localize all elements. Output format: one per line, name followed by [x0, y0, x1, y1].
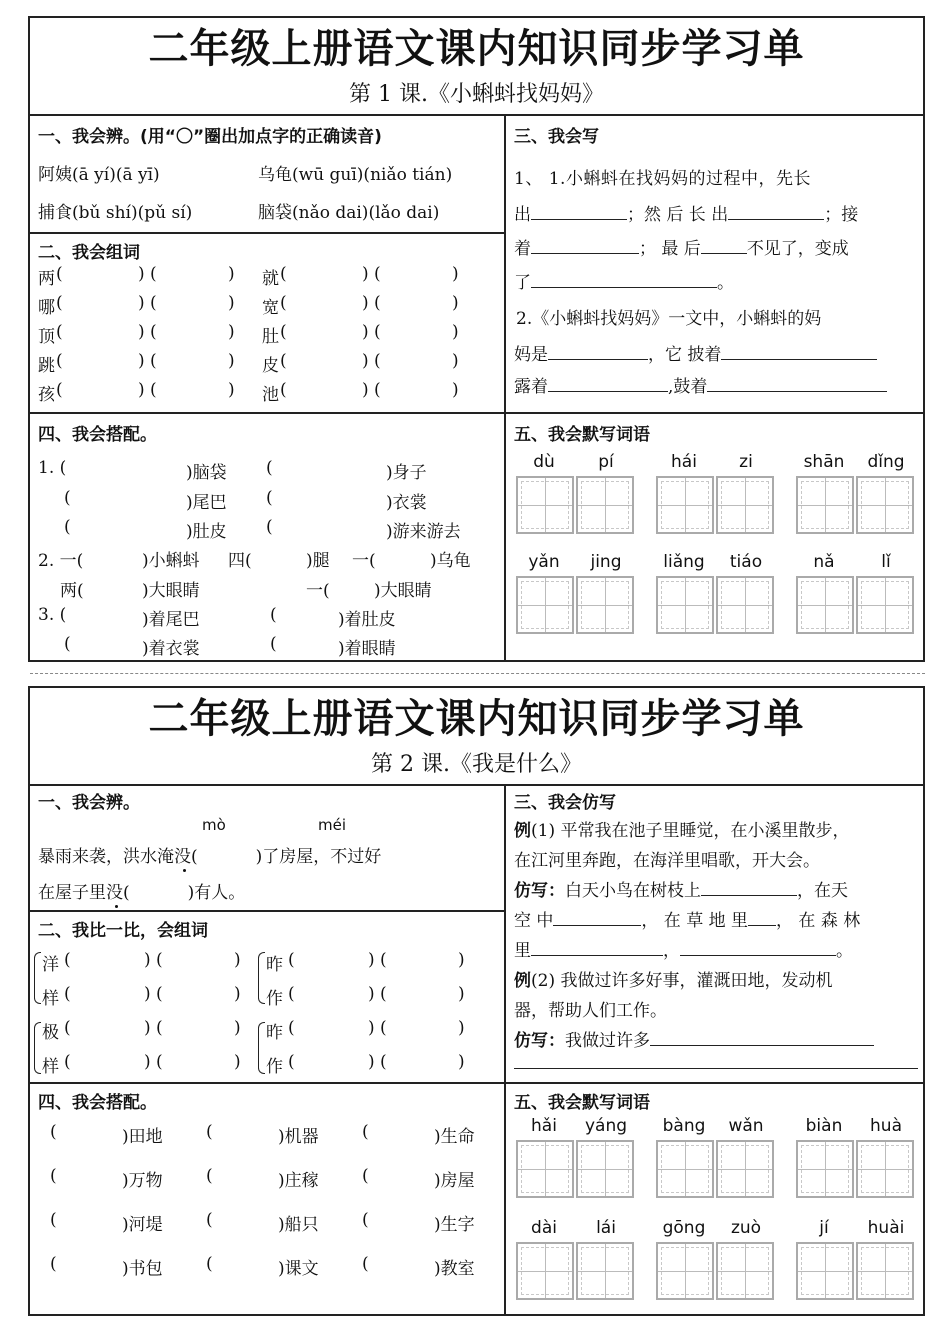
answer-bracket[interactable]: )	[228, 380, 235, 400]
section-matching: 四、我会搭配。 1. ( )脑袋 ( )身子 ( )尾巴 ( )衣裳 ( )肚皮 ( )游来游去 2. 一( )小蝌蚪 四( )腿 一( )乌龟 两( )大眼睛 一( )大眼睛 3. ( )着尾巴 ( )着肚皮 ( )着衣裳 ( )着眼睛	[38, 414, 504, 660]
answer-bracket[interactable]: (	[288, 984, 295, 1004]
answer-bracket[interactable]: (	[150, 293, 157, 313]
section-heading: 四、我会搭配。	[38, 425, 157, 445]
cut-line	[30, 673, 925, 674]
answer-bracket[interactable]: (	[56, 322, 63, 342]
writing-grid	[656, 476, 776, 534]
answer-bracket[interactable]: (	[280, 293, 287, 313]
pinyin: gōng	[662, 1218, 706, 1238]
answer-blank[interactable]	[680, 941, 836, 956]
answer-bracket[interactable]: (	[156, 1018, 163, 1038]
match-word: )田地	[122, 1127, 163, 1147]
answer-bracket[interactable]: )	[452, 264, 459, 284]
section-heading: 二、我会组词	[38, 243, 140, 263]
section-dictation	[506, 414, 921, 660]
pinyin: pí	[598, 452, 614, 472]
answer-bracket[interactable]: )	[138, 293, 145, 313]
answer-bracket[interactable]: (	[206, 1210, 213, 1230]
match-word: )庄稼	[278, 1171, 319, 1191]
answer-bracket[interactable]: )	[362, 293, 369, 313]
writing-grid	[656, 1242, 776, 1300]
writing-cell[interactable]	[796, 1242, 854, 1300]
page-title: 二年级上册语文课内知识同步学习单	[148, 26, 805, 72]
answer-blank[interactable]	[707, 377, 887, 392]
answer-bracket[interactable]: (	[288, 1052, 295, 1072]
answer-bracket[interactable]: )	[138, 322, 145, 342]
section-heading: 四、我会搭配。	[38, 1093, 157, 1113]
answer-bracket[interactable]: (	[362, 1254, 369, 1274]
question-text: 2.《小蝌蚪找妈妈》一文中，小蝌蚪的妈	[516, 309, 822, 329]
answer-bracket[interactable]: )	[452, 351, 459, 371]
writing-cell[interactable]	[716, 1140, 774, 1198]
answer-bracket[interactable]: (	[150, 264, 157, 284]
pinyin: jing	[590, 552, 622, 572]
answer-blank[interactable]	[548, 345, 648, 360]
answer-bracket[interactable]: (	[280, 264, 287, 284]
answer-bracket[interactable]: (	[380, 1052, 387, 1072]
word-char: 孩	[38, 385, 55, 405]
writing-grid	[516, 476, 636, 534]
answer-bracket[interactable]: (	[156, 984, 163, 1004]
writing-grid	[656, 1140, 776, 1198]
writing-cell[interactable]	[856, 476, 914, 534]
answer-bracket[interactable]: )	[228, 351, 235, 371]
answer-blank[interactable]	[728, 205, 824, 220]
section-heading: 三、我会仿写	[514, 793, 616, 813]
writing-grid	[796, 576, 916, 634]
writing-cell[interactable]	[856, 1242, 914, 1300]
answer-bracket[interactable]: )	[138, 380, 145, 400]
answer-blank[interactable]	[650, 1031, 874, 1046]
writing-cell[interactable]	[576, 576, 634, 634]
answer-bracket[interactable]: )	[452, 380, 459, 400]
word-char: 极	[42, 1023, 59, 1043]
answer-blank[interactable]	[548, 377, 668, 392]
pinyin: zuò	[730, 1218, 762, 1238]
writing-cell[interactable]	[576, 476, 634, 534]
match-word: )河堤	[122, 1215, 163, 1235]
answer-bracket[interactable]: (	[206, 1122, 213, 1142]
pinyin: yǎn	[528, 552, 560, 572]
word-char: 就	[262, 269, 279, 289]
pinyin: méi	[318, 816, 347, 834]
word-char: 昨	[266, 955, 283, 975]
word-char: 哪	[38, 298, 55, 318]
answer-bracket[interactable]: )	[458, 984, 465, 1004]
pinyin: liǎng	[663, 552, 705, 572]
answer-bracket[interactable]: (	[56, 351, 63, 371]
writing-cell[interactable]	[576, 1140, 634, 1198]
word-char: 两	[38, 269, 55, 289]
pinyin: yáng	[584, 1116, 628, 1136]
answer-bracket[interactable]: (	[288, 950, 295, 970]
pinyin: huài	[867, 1218, 905, 1238]
answer-blank[interactable]	[531, 273, 717, 288]
answer-bracket[interactable]: )	[458, 950, 465, 970]
fill-line: 仿写：白天小鸟在树枝上 ，在天	[514, 881, 848, 901]
worksheet-lesson-1	[28, 16, 925, 662]
worksheet-grid	[30, 784, 923, 1314]
sentence: 在屋子里没( )有人。	[38, 883, 246, 903]
writing-cell[interactable]	[656, 1242, 714, 1300]
answer-bracket[interactable]: (	[56, 293, 63, 313]
pinyin: lái	[596, 1218, 616, 1238]
writing-cell[interactable]	[516, 576, 574, 634]
answer-bracket[interactable]: (	[50, 1210, 57, 1230]
writing-grid	[796, 476, 916, 534]
answer-blank[interactable]	[531, 205, 627, 220]
pinyin: biàn	[805, 1116, 843, 1136]
choice-item[interactable]: 阿姨(ā yí)(ā yī)	[38, 165, 160, 185]
match-word: )生字	[434, 1215, 475, 1235]
section-heading: 一、我会辨。(用“〇”圈出加点字的正确读音)	[38, 127, 382, 147]
answer-bracket[interactable]: (	[50, 1254, 57, 1274]
section-writing	[514, 116, 919, 412]
answer-bracket[interactable]: )	[234, 950, 241, 970]
writing-cell[interactable]	[516, 1242, 574, 1300]
fill-line: 里 ， 。	[514, 941, 853, 961]
answer-blank[interactable]	[531, 941, 663, 956]
writing-grid	[516, 1242, 636, 1300]
writing-cell[interactable]	[656, 1140, 714, 1198]
fill-line: 仿写：我做过许多	[514, 1026, 874, 1051]
word-char: 昨	[266, 1023, 283, 1043]
pinyin: hái	[671, 452, 697, 472]
answer-bracket[interactable]: (	[288, 1018, 295, 1038]
answer-bracket[interactable]: (	[64, 984, 71, 1004]
match-word: )万物	[122, 1171, 163, 1191]
answer-bracket[interactable]: (	[150, 322, 157, 342]
answer-bracket[interactable]: )	[144, 1052, 151, 1072]
pinyin: dǐng	[867, 452, 905, 472]
answer-bracket[interactable]: (	[374, 380, 381, 400]
choice-item[interactable]: 捕食(bǔ shí)(pǔ sí)	[38, 203, 193, 223]
word-char: 洋	[42, 955, 59, 975]
word-char: 顶	[38, 327, 55, 347]
answer-bracket[interactable]: (	[56, 264, 63, 284]
answer-bracket[interactable]: (	[50, 1122, 57, 1142]
section-word-building	[38, 234, 504, 410]
answer-blank[interactable]	[721, 345, 877, 360]
lesson-title: 第 1 课.《小蝌蚪找妈妈》	[30, 78, 923, 116]
answer-bracket[interactable]: (	[280, 380, 287, 400]
answer-bracket[interactable]: )	[368, 950, 375, 970]
writing-grid	[796, 1140, 916, 1198]
writing-cell[interactable]	[796, 576, 854, 634]
writing-cell[interactable]	[856, 1140, 914, 1198]
question-text: 1、 1.小蝌蚪在找妈妈的过程中，先长	[514, 169, 811, 189]
pinyin: tiáo	[729, 552, 763, 572]
section-heading: 五、我会默写词语	[514, 425, 650, 445]
answer-bracket[interactable]: )	[368, 984, 375, 1004]
answer-bracket[interactable]: (	[50, 1166, 57, 1186]
answer-bracket[interactable]: )	[138, 264, 145, 284]
match-word: )生命	[434, 1127, 475, 1147]
example-text: 在江河里奔跑，在海洋里唱歌，开大会。	[514, 851, 820, 871]
section-imitation	[514, 784, 919, 1082]
answer-bracket[interactable]: (	[362, 1210, 369, 1230]
sentence: 暴雨来袭，洪水淹没( )了房屋，不过好	[38, 847, 382, 867]
answer-bracket[interactable]: (	[380, 984, 387, 1004]
pinyin: mò	[202, 816, 226, 834]
page-title: 二年级上册语文课内知识同步学习单	[148, 696, 805, 742]
answer-bracket[interactable]: )	[144, 1018, 151, 1038]
worksheet-lesson-2	[28, 686, 925, 1316]
writing-grid	[516, 1140, 636, 1198]
writing-cell[interactable]	[716, 476, 774, 534]
answer-bracket[interactable]: (	[362, 1122, 369, 1142]
pinyin: dù	[533, 452, 555, 472]
section-matching	[38, 1084, 504, 1310]
answer-bracket[interactable]: (	[380, 1018, 387, 1038]
fill-line: 妈是 ，它 披着	[514, 340, 877, 365]
pinyin: zi	[739, 452, 753, 472]
choice-item[interactable]: 脑袋(nǎo dai)(lǎo dai)	[258, 203, 440, 223]
answer-blank[interactable]	[514, 1068, 918, 1069]
word-char: 宽	[262, 298, 279, 318]
answer-bracket[interactable]: (	[374, 293, 381, 313]
answer-bracket[interactable]: )	[452, 322, 459, 342]
section-heading: 五、我会默写词语	[514, 1093, 650, 1113]
answer-bracket[interactable]: (	[374, 322, 381, 342]
example-text: 器，帮助人们工作。	[514, 1001, 667, 1021]
example-text: 例(2) 我做过许多好事，灌溉田地，发动机	[514, 971, 833, 991]
writing-cell[interactable]	[656, 476, 714, 534]
fill-line: 着 ； 最 后 不见了，变成	[514, 239, 849, 259]
writing-grid	[796, 1242, 916, 1300]
answer-bracket[interactable]: )	[458, 1018, 465, 1038]
writing-cell[interactable]	[796, 476, 854, 534]
worksheet-grid	[30, 116, 923, 660]
fill-line: 露着 ,鼓着	[514, 372, 887, 397]
word-char: 作	[266, 1057, 283, 1077]
match-word: )书包	[122, 1259, 163, 1279]
section-heading: 一、我会辨。	[38, 793, 140, 813]
answer-blank[interactable]	[531, 239, 639, 254]
writing-cell[interactable]	[856, 576, 914, 634]
answer-bracket[interactable]: (	[206, 1166, 213, 1186]
answer-bracket[interactable]: (	[374, 351, 381, 371]
answer-bracket[interactable]: )	[144, 984, 151, 1004]
lesson-title: 第 2 课.《我是什么》	[30, 748, 923, 786]
section-heading: 二、我比一比，会组词	[38, 921, 208, 941]
answer-blank[interactable]	[701, 239, 747, 254]
answer-blank[interactable]	[553, 911, 641, 926]
writing-cell[interactable]	[716, 1242, 774, 1300]
word-char: 作	[266, 989, 283, 1009]
answer-bracket[interactable]: )	[138, 351, 145, 371]
fill-line: 了 。	[514, 273, 734, 293]
answer-bracket[interactable]: (	[64, 1052, 71, 1072]
word-char: 样	[42, 989, 59, 1009]
pinyin: nǎ	[813, 552, 835, 572]
answer-bracket[interactable]: )	[368, 1018, 375, 1038]
answer-bracket[interactable]: (	[156, 950, 163, 970]
answer-bracket[interactable]: )	[234, 984, 241, 1004]
word-char: 池	[262, 385, 279, 405]
pinyin: jí	[819, 1218, 829, 1238]
answer-bracket[interactable]: )	[228, 293, 235, 313]
match-word: )船只	[278, 1215, 319, 1235]
example-text: 例(1) 平常我在池子里睡觉，在小溪里散步，	[514, 821, 850, 841]
answer-bracket[interactable]: )	[228, 264, 235, 284]
writing-cell[interactable]	[516, 476, 574, 534]
answer-bracket[interactable]: )	[362, 351, 369, 371]
pinyin: wǎn	[728, 1116, 764, 1136]
answer-bracket[interactable]: (	[64, 1018, 71, 1038]
answer-bracket[interactable]: (	[280, 322, 287, 342]
answer-bracket[interactable]: (	[374, 264, 381, 284]
answer-bracket[interactable]: )	[458, 1052, 465, 1072]
match-word: )机器	[278, 1127, 319, 1147]
fill-line: 空 中 ， 在 草 地 里 ， 在 森 林	[514, 911, 861, 931]
answer-blank[interactable]	[701, 881, 797, 896]
section-dictation	[506, 1084, 921, 1310]
choice-item[interactable]: 乌龟(wū guī)(niǎo tián)	[258, 165, 453, 185]
pinyin: huà	[870, 1116, 902, 1136]
fill-line: 出 ；然 后 长 出 ；接	[514, 205, 859, 225]
writing-cell[interactable]	[716, 576, 774, 634]
writing-cell[interactable]	[656, 576, 714, 634]
match-word: )房屋	[434, 1171, 475, 1191]
answer-bracket[interactable]: (	[206, 1254, 213, 1274]
writing-grid	[516, 576, 636, 634]
answer-bracket[interactable]: (	[280, 351, 287, 371]
answer-blank[interactable]	[748, 911, 776, 926]
answer-bracket[interactable]: )	[234, 1052, 241, 1072]
word-char: 肚	[262, 327, 279, 347]
answer-bracket[interactable]: (	[156, 1052, 163, 1072]
answer-bracket[interactable]: (	[150, 351, 157, 371]
answer-bracket[interactable]: )	[362, 322, 369, 342]
writing-cell[interactable]	[796, 1140, 854, 1198]
pinyin: shān	[803, 452, 845, 472]
word-char: 跳	[38, 356, 55, 376]
answer-bracket[interactable]: )	[452, 293, 459, 313]
answer-bracket[interactable]: )	[362, 380, 369, 400]
answer-bracket[interactable]: (	[64, 950, 71, 970]
pinyin: bàng	[662, 1116, 706, 1136]
answer-bracket[interactable]: )	[362, 264, 369, 284]
answer-bracket[interactable]: (	[150, 380, 157, 400]
pinyin: dài	[531, 1218, 557, 1238]
writing-cell[interactable]	[516, 1140, 574, 1198]
section-compare	[38, 912, 504, 1082]
pinyin: lǐ	[881, 552, 891, 572]
answer-bracket[interactable]: (	[362, 1166, 369, 1186]
answer-bracket[interactable]: )	[368, 1052, 375, 1072]
match-word: )课文	[278, 1259, 319, 1279]
answer-bracket[interactable]: )	[228, 322, 235, 342]
answer-bracket[interactable]: (	[56, 380, 63, 400]
writing-cell[interactable]	[576, 1242, 634, 1300]
answer-bracket[interactable]: )	[144, 950, 151, 970]
word-char: 样	[42, 1057, 59, 1077]
writing-grid	[656, 576, 776, 634]
pinyin: hǎi	[531, 1116, 557, 1136]
section-heading: 三、我会写	[514, 127, 599, 147]
match-word: )教室	[434, 1259, 475, 1279]
answer-bracket[interactable]: (	[380, 950, 387, 970]
word-char: 皮	[262, 356, 279, 376]
answer-bracket[interactable]: )	[234, 1018, 241, 1038]
